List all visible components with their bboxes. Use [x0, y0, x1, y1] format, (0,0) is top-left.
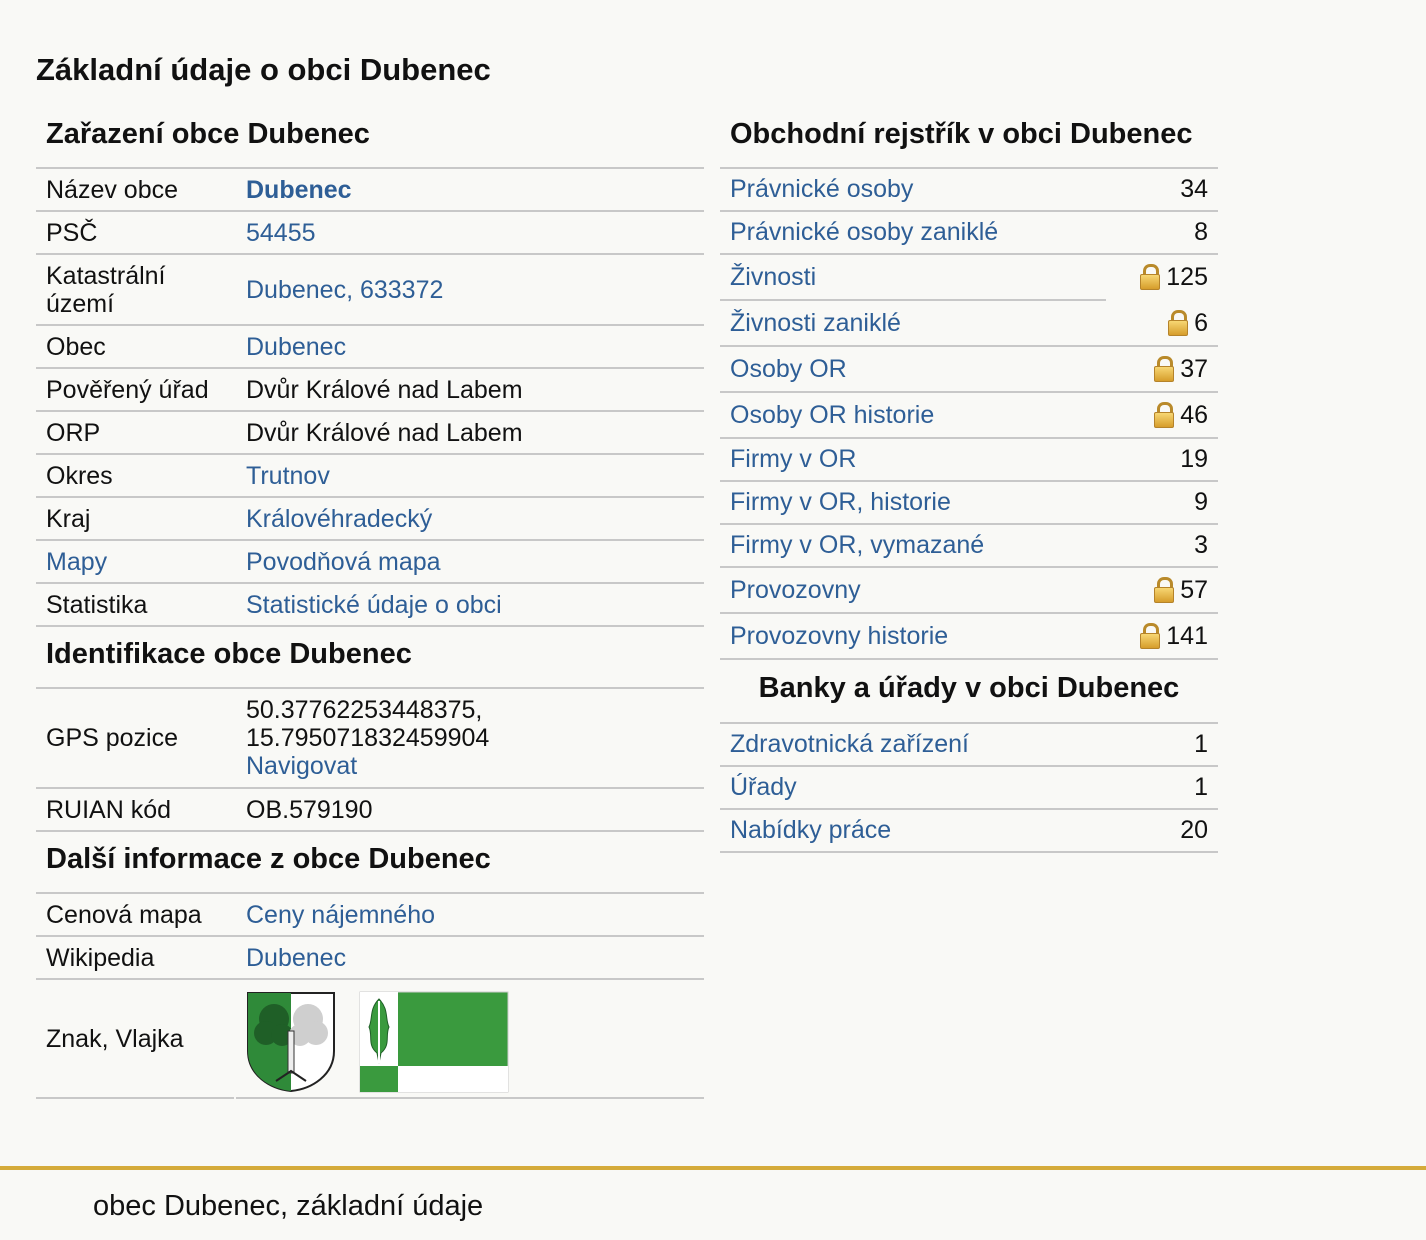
- row-label: Znak, Vlajka: [46, 1024, 184, 1053]
- table-row: [36, 326, 704, 369]
- table-row: [36, 689, 704, 789]
- obec-link[interactable]: Dubenec: [246, 332, 347, 361]
- osoby-or-link[interactable]: Osoby OR: [730, 354, 847, 383]
- row-label: Okres: [46, 461, 113, 490]
- table-row: [36, 169, 704, 212]
- row-count: 19: [1180, 445, 1208, 473]
- row-label: Obec: [46, 332, 106, 361]
- banky-title: Banky a úřady v obci Dubenec: [720, 660, 1218, 724]
- table-row: [36, 369, 704, 412]
- lock-icon: [1154, 356, 1174, 382]
- row-value: Dvůr Králové nad Labem: [246, 418, 523, 447]
- urady-link[interactable]: Úřady: [730, 773, 797, 801]
- footer-divider: [0, 1166, 1426, 1170]
- row-count: 9: [1194, 488, 1208, 516]
- table-row: [36, 212, 704, 255]
- row-label: Kraj: [46, 504, 91, 533]
- rejstrik-row: [720, 568, 1218, 614]
- rejstrik-title: Obchodní rejstřík v obci Dubenec: [720, 115, 1218, 169]
- rejstrik-row: [720, 169, 1218, 212]
- firmy-v-or-vymazane-link[interactable]: Firmy v OR, vymazané: [730, 531, 985, 559]
- firmy-v-or-historie-link[interactable]: Firmy v OR, historie: [730, 488, 951, 516]
- table-row: [36, 894, 704, 937]
- zarazeni-title: Zařazení obce Dubenec: [36, 115, 704, 169]
- ruian-value: OB.579190: [246, 795, 373, 824]
- row-label: Wikipedia: [46, 943, 155, 972]
- row-count: 8: [1194, 218, 1208, 246]
- zdravotnicka-zarizeni-link[interactable]: Zdravotnická zařízení: [730, 730, 969, 758]
- zivnosti-link[interactable]: Živnosti: [730, 262, 817, 291]
- rejstrik-row: [720, 614, 1218, 660]
- row-label: RUIAN kód: [46, 795, 172, 824]
- katastralni-uzemi-link[interactable]: Dubenec, 633372: [246, 275, 444, 304]
- rejstrik-row: [720, 255, 1218, 299]
- row-label: Katastrální území: [46, 261, 166, 318]
- provozovny-historie-link[interactable]: Provozovny historie: [730, 621, 949, 650]
- osoby-or-historie-link[interactable]: Osoby OR historie: [730, 400, 935, 429]
- ceny-najemneho-link[interactable]: Ceny nájemného: [246, 900, 436, 929]
- povodnova-mapa-link[interactable]: Povodňová mapa: [246, 547, 441, 576]
- rejstrik-row: [720, 301, 1218, 347]
- nabidky-prace-link[interactable]: Nabídky práce: [730, 816, 892, 844]
- table-row: [36, 255, 704, 326]
- row-label: GPS pozice: [46, 724, 179, 752]
- wikipedia-link[interactable]: Dubenec: [246, 943, 347, 972]
- rejstrik-row: [720, 482, 1218, 525]
- row-label: ORP: [46, 418, 101, 447]
- rejstrik-row: [720, 525, 1218, 568]
- lock-icon: [1140, 264, 1160, 290]
- navigovat-link[interactable]: Navigovat: [246, 752, 358, 780]
- row-label: Pověřený úřad: [46, 375, 209, 404]
- row-count: 125: [1166, 262, 1208, 291]
- table-row: [36, 498, 704, 541]
- row-count: 46: [1180, 400, 1208, 429]
- obec-name-link[interactable]: Dubenec: [246, 175, 352, 204]
- table-row: [36, 584, 704, 627]
- row-count: 20: [1180, 816, 1208, 844]
- rejstrik-row: [720, 439, 1218, 482]
- table-row: [36, 455, 704, 498]
- lock-icon: [1168, 310, 1188, 336]
- row-count: 37: [1180, 354, 1208, 383]
- flag-image[interactable]: [359, 991, 509, 1093]
- statistika-link[interactable]: Statistické údaje o obci: [246, 590, 502, 619]
- footer-text: obec Dubenec, základní údaje: [93, 1190, 484, 1222]
- table-row: [36, 412, 704, 455]
- provozovny-link[interactable]: Provozovny: [730, 575, 861, 604]
- row-count: 1: [1194, 773, 1208, 801]
- rejstrik-row: [720, 347, 1218, 393]
- row-label: PSČ: [46, 218, 98, 247]
- right-column: [720, 115, 1218, 853]
- firmy-v-or-link[interactable]: Firmy v OR: [730, 445, 857, 473]
- dalsi-title: Další informace z obce Dubenec: [36, 832, 704, 894]
- coat-of-arms-image[interactable]: [246, 991, 336, 1093]
- row-label: Název obce: [46, 175, 179, 204]
- rejstrik-row: [720, 393, 1218, 439]
- row-count: 141: [1166, 621, 1208, 650]
- banky-row: [720, 724, 1218, 767]
- pravnicke-osoby-link[interactable]: Právnické osoby: [730, 175, 914, 203]
- row-label: Cenová mapa: [46, 900, 202, 929]
- row-count: 57: [1180, 575, 1208, 604]
- row-value: Dvůr Králové nad Labem: [246, 375, 523, 404]
- lock-icon: [1154, 402, 1174, 428]
- pravnicke-osoby-zanikle-link[interactable]: Právnické osoby zaniklé: [730, 218, 999, 246]
- psc-link[interactable]: 54455: [246, 218, 316, 247]
- identifikace-title: Identifikace obce Dubenec: [36, 627, 704, 689]
- table-row: [36, 789, 704, 832]
- page-title: Základní údaje o obci Dubenec: [36, 52, 491, 87]
- zivnosti-zanikle-link[interactable]: Živnosti zaniklé: [730, 308, 901, 337]
- gps-lon: 15.795071832459904: [246, 724, 490, 752]
- row-count: 6: [1194, 308, 1208, 337]
- row-label: Statistika: [46, 590, 148, 619]
- lock-icon: [1140, 623, 1160, 649]
- row-count: 34: [1180, 175, 1208, 203]
- banky-row: [720, 810, 1218, 853]
- okres-link[interactable]: Trutnov: [246, 461, 330, 490]
- gps-value: [246, 696, 704, 780]
- lock-icon: [1154, 577, 1174, 603]
- gps-lat: 50.37762253448375,: [246, 696, 483, 724]
- table-row: [36, 541, 704, 584]
- row-count: 1: [1194, 730, 1208, 758]
- table-row: [36, 980, 704, 1097]
- mapy-link[interactable]: Mapy: [46, 547, 108, 576]
- kraj-link[interactable]: Královéhradecký: [246, 504, 433, 533]
- table-row: [36, 937, 704, 980]
- banky-row: [720, 767, 1218, 810]
- rejstrik-row: [720, 212, 1218, 255]
- row-count: 3: [1194, 531, 1208, 559]
- left-column: [36, 115, 704, 1099]
